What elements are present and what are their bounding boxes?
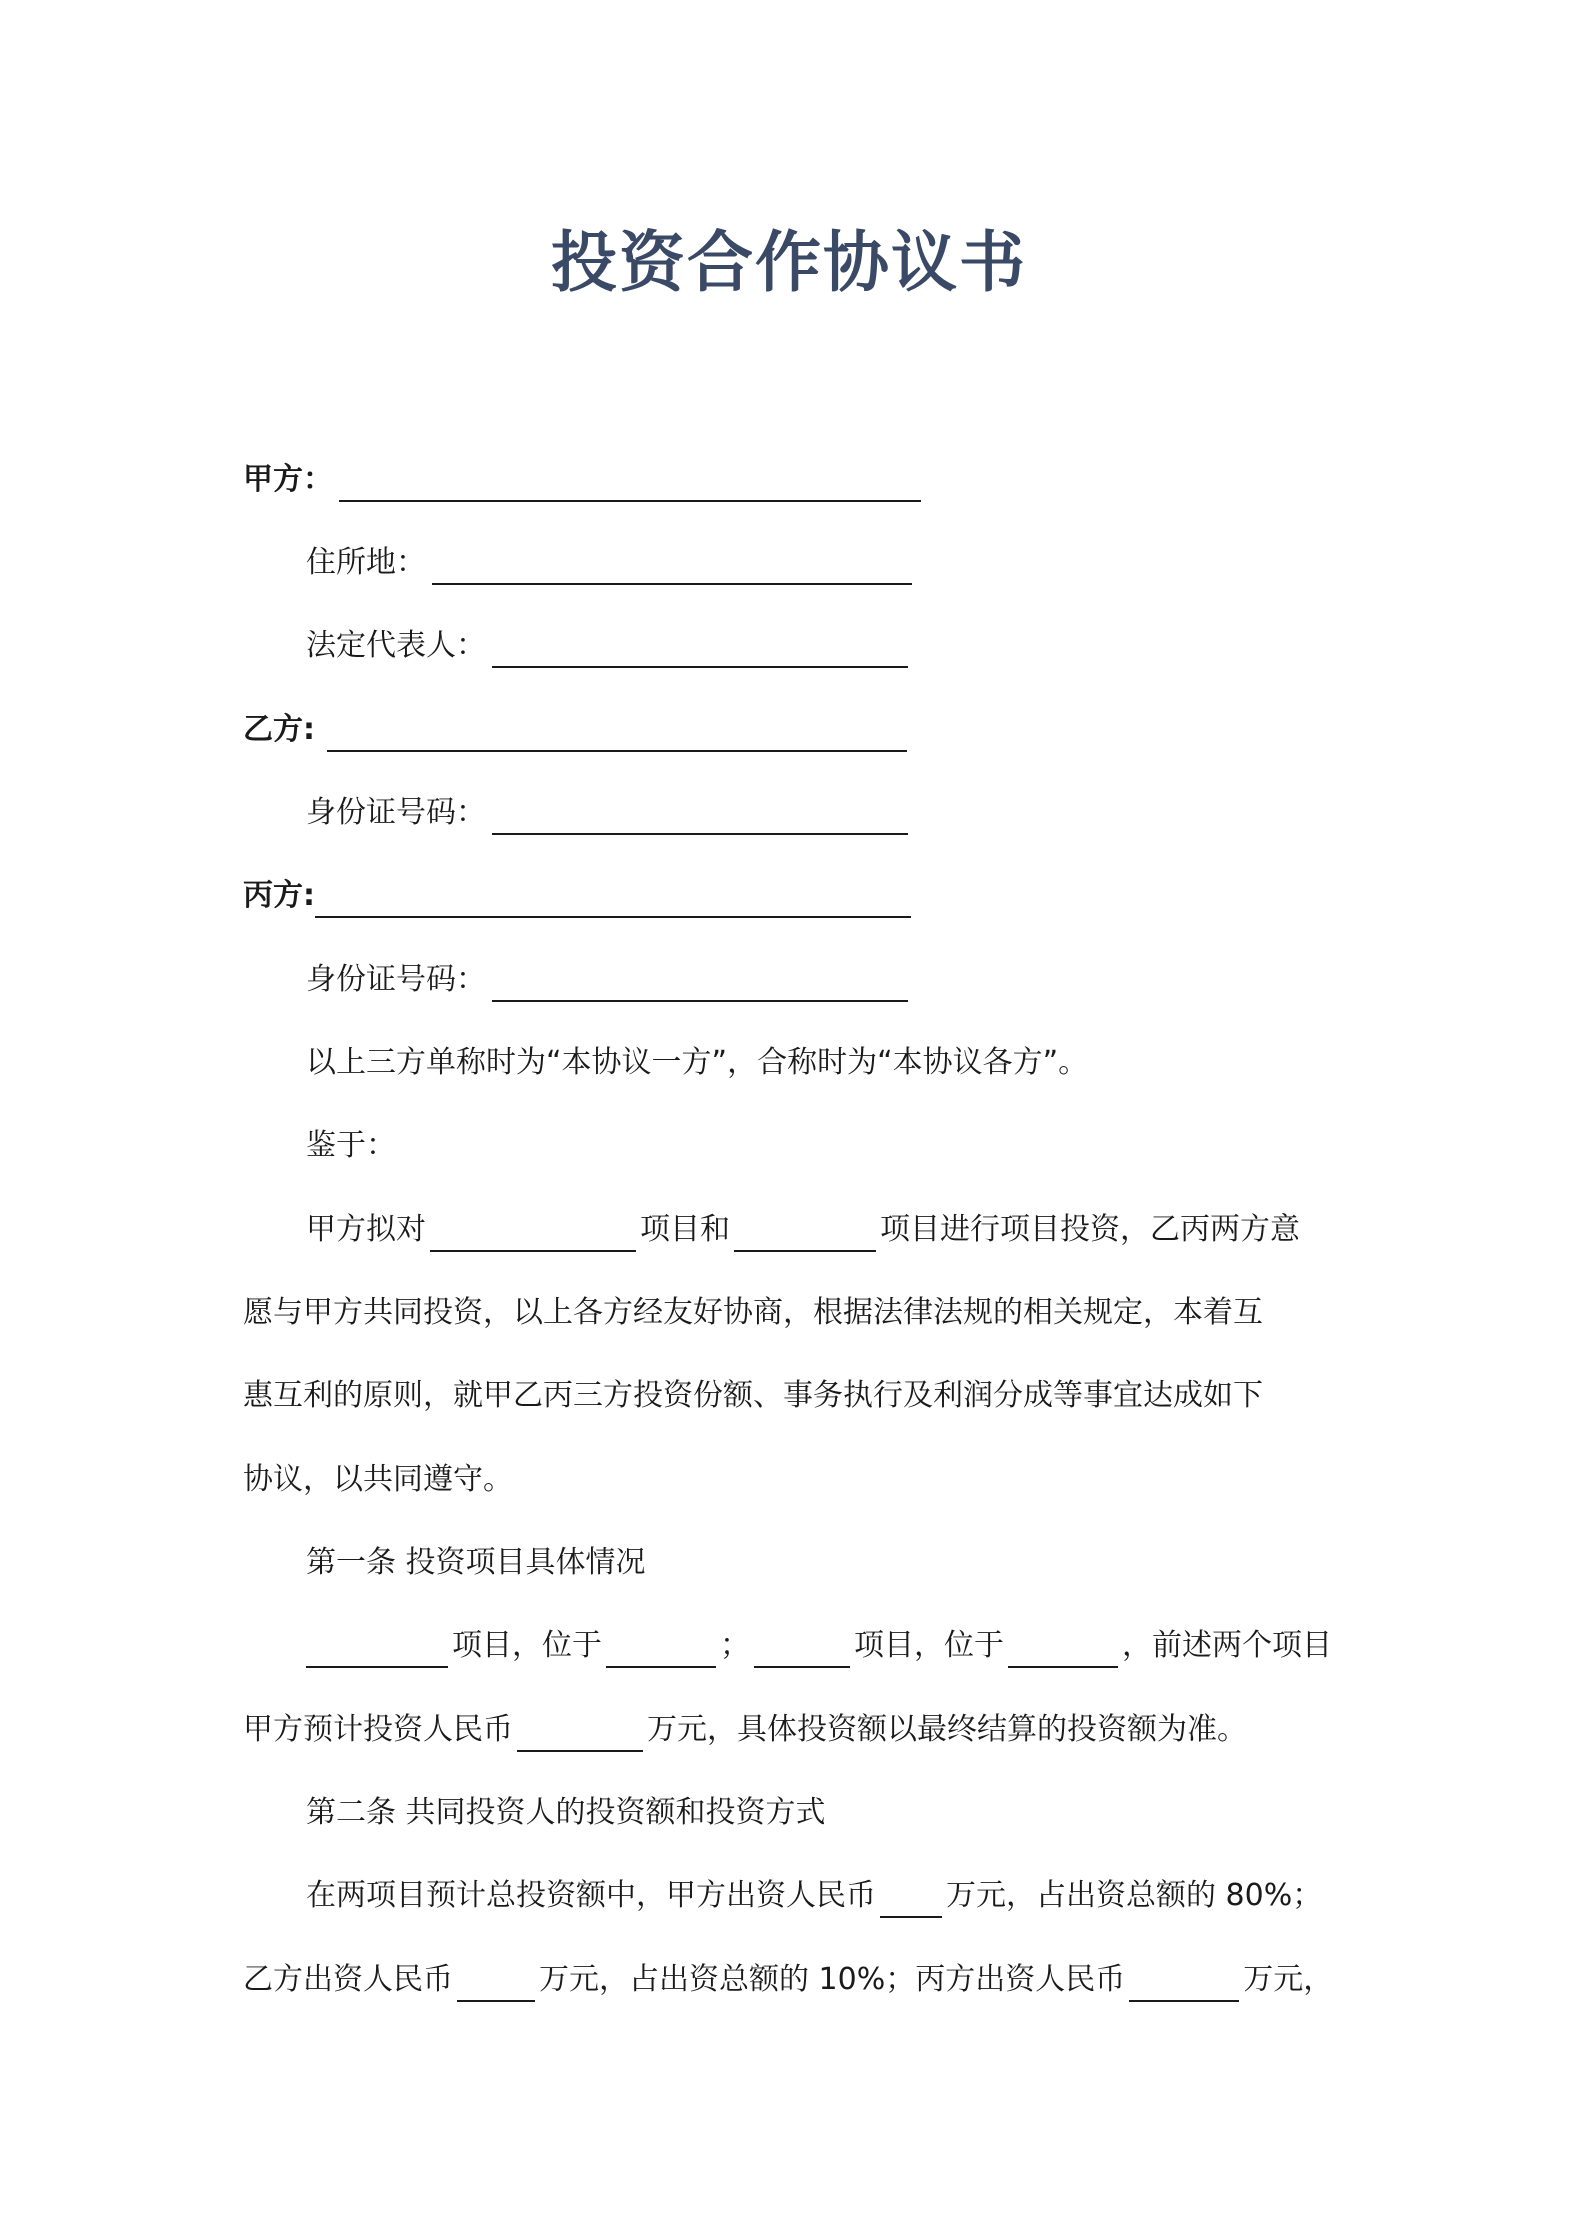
- article1-line2: [243, 1708, 1247, 1752]
- para1-text-b: 项目和: [640, 1212, 730, 1247]
- id-b-blank: [492, 793, 908, 835]
- address-blank: [432, 543, 912, 585]
- legal-rep-blank: [492, 626, 908, 668]
- article1-line2-text-b: 万元，具体投资额以最终结算的投资额为准。: [647, 1712, 1247, 1747]
- para1-line3: 惠互利的原则，就甲乙丙三方投资份额、事务执行及利润分成等事宜达成如下: [243, 1378, 1263, 1413]
- party-a-line: [243, 458, 921, 502]
- party-c-line: [243, 874, 911, 918]
- article2-line2-text-a: 乙方出资人民币: [243, 1962, 453, 1997]
- legal-rep-line: [306, 624, 908, 668]
- id-b-label: 身份证号码：: [306, 795, 486, 830]
- party-c-blank: [315, 876, 911, 918]
- party-c-label: 丙方:: [243, 878, 315, 913]
- single-name-line: 以上三方单称时为“本协议一方”，合称时为“本协议各方”。: [306, 1045, 1089, 1080]
- party-c-amount-blank: [1129, 1960, 1239, 2002]
- article2-line1: [306, 1874, 1322, 1918]
- address-line: [306, 541, 912, 585]
- article1-amount-blank: [517, 1710, 643, 1752]
- article1-text-d: ，前述两个项目: [1122, 1628, 1332, 1663]
- article2-text-b: 万元，占出资总额的 80%；: [946, 1878, 1323, 1913]
- para1-line1: [306, 1208, 1300, 1252]
- whereas-line: 鉴于：: [306, 1128, 396, 1163]
- article2-text-a: 在两项目预计总投资额中，甲方出资人民币: [306, 1878, 876, 1913]
- id-b-line: [306, 791, 908, 835]
- article1-line1: [306, 1624, 1332, 1668]
- legal-rep-label: 法定代表人：: [306, 628, 486, 663]
- article1-location2-blank: [1008, 1626, 1118, 1668]
- project2-blank: [734, 1210, 876, 1252]
- article2-line2-text-c: 万元，: [1243, 1962, 1334, 1997]
- party-b-blank: [327, 710, 907, 752]
- para1-line4: 协议，以共同遵守。: [243, 1462, 513, 1497]
- document-title: 投资合作协议书: [551, 224, 1027, 301]
- party-b-amount-blank: [457, 1960, 535, 2002]
- party-b-line: [243, 708, 907, 752]
- article1-project2-blank: [754, 1626, 850, 1668]
- party-a-amount-blank: [880, 1876, 942, 1918]
- para1-text-a: 甲方拟对: [306, 1212, 426, 1247]
- party-b-label: 乙方:: [243, 712, 315, 747]
- id-c-line: [306, 958, 908, 1002]
- article1-text-c: 项目，位于: [854, 1628, 1004, 1663]
- article2-line2-text-b: 万元，占出资总额的 10%；丙方出资人民币: [539, 1962, 1126, 1997]
- article1-title: 第一条 投资项目具体情况: [306, 1545, 646, 1580]
- para1-text-c: 项目进行项目投资，乙丙两方意: [880, 1212, 1300, 1247]
- party-a-blank: [339, 460, 921, 502]
- article2-title: 第二条 共同投资人的投资额和投资方式: [306, 1795, 826, 1830]
- party-a-label: 甲方：: [243, 462, 333, 497]
- article1-line2-text-a: 甲方预计投资人民币: [243, 1712, 513, 1747]
- article1-location1-blank: [606, 1626, 716, 1668]
- article1-text-b: ；: [720, 1628, 750, 1663]
- article1-text-a: 项目，位于: [452, 1628, 602, 1663]
- id-c-blank: [492, 960, 908, 1002]
- article2-line2: [243, 1958, 1333, 2002]
- para1-line2: 愿与甲方共同投资，以上各方经友好协商，根据法律法规的相关规定，本着互: [243, 1295, 1263, 1330]
- article1-project1-blank: [306, 1626, 448, 1668]
- address-label: 住所地：: [306, 545, 426, 580]
- project1-blank: [430, 1210, 636, 1252]
- id-c-label: 身份证号码：: [306, 962, 486, 997]
